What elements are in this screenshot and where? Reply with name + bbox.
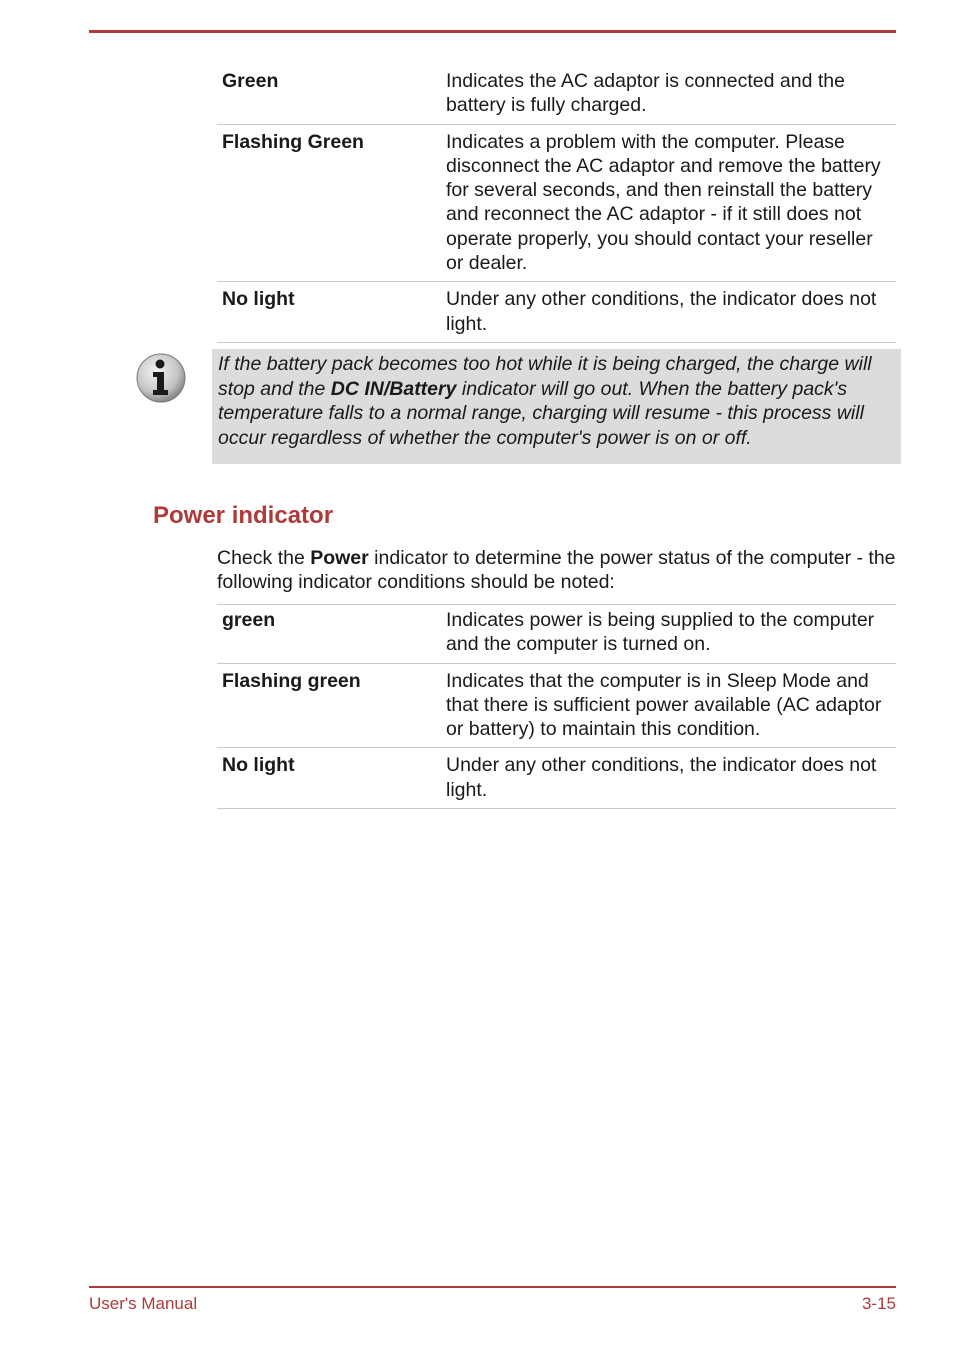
indicator-term: No light [217, 748, 446, 809]
indicator-description: Indicates that the computer is in Sleep Mode and that there is sufficient power available (AC adaptor or battery) to maintain this condition. [446, 663, 896, 748]
section-intro [217, 546, 897, 595]
intro-bold-text: Power [310, 547, 369, 569]
intro-text: indicator to determine the power status of the computer - the following indicator conditions should be noted: [217, 547, 896, 594]
indicator-term: Green [217, 66, 446, 124]
indicator-term: No light [217, 282, 446, 343]
footer-rule [89, 1286, 896, 1288]
header-rule [89, 30, 896, 33]
table-row [217, 663, 896, 748]
table-row [217, 605, 896, 664]
note-text: indicator will go out. When the battery pack's temperature falls to a normal range, charging will resume - this process will occur regardless of whether the computer's power is on or off. [218, 377, 864, 449]
indicator-description: Indicates power is being supplied to the computer and the computer is turned on. [446, 605, 896, 664]
info-icon [135, 352, 187, 404]
table-row [217, 748, 896, 809]
note-text: If the battery pack becomes too hot while it is being charged, the charge will stop and the [218, 353, 872, 400]
footer-manual-title: User's Manual [89, 1294, 198, 1313]
indicator-description: Under any other conditions, the indicator does not light. [446, 748, 896, 809]
indicator-description: Under any other conditions, the indicator does not light. [446, 282, 896, 343]
note-bold-text: DC IN/Battery [330, 377, 457, 400]
table-row [217, 66, 896, 124]
indicator-description: Indicates a problem with the computer. Please disconnect the AC adaptor and remove the battery for several seconds, and then reinstall the battery and reconnect the AC adaptor - if it still does not operate properly, you should contact your reseller or dealer. [446, 124, 896, 282]
table-row [217, 282, 896, 343]
page-number: 3-15 [861, 1294, 896, 1313]
section-title: Power indicator [153, 502, 334, 529]
table-row [217, 124, 896, 282]
indicator-term: Flashing green [217, 663, 446, 748]
intro-text: Check the [217, 547, 311, 569]
battery-indicator-table [217, 66, 896, 343]
indicator-term: green [217, 605, 446, 664]
indicator-term: Flashing Green [217, 124, 446, 282]
indicator-description: Indicates the AC adaptor is connected and the battery is fully charged. [446, 66, 896, 124]
note-box [212, 349, 901, 464]
power-indicator-table [217, 604, 896, 809]
